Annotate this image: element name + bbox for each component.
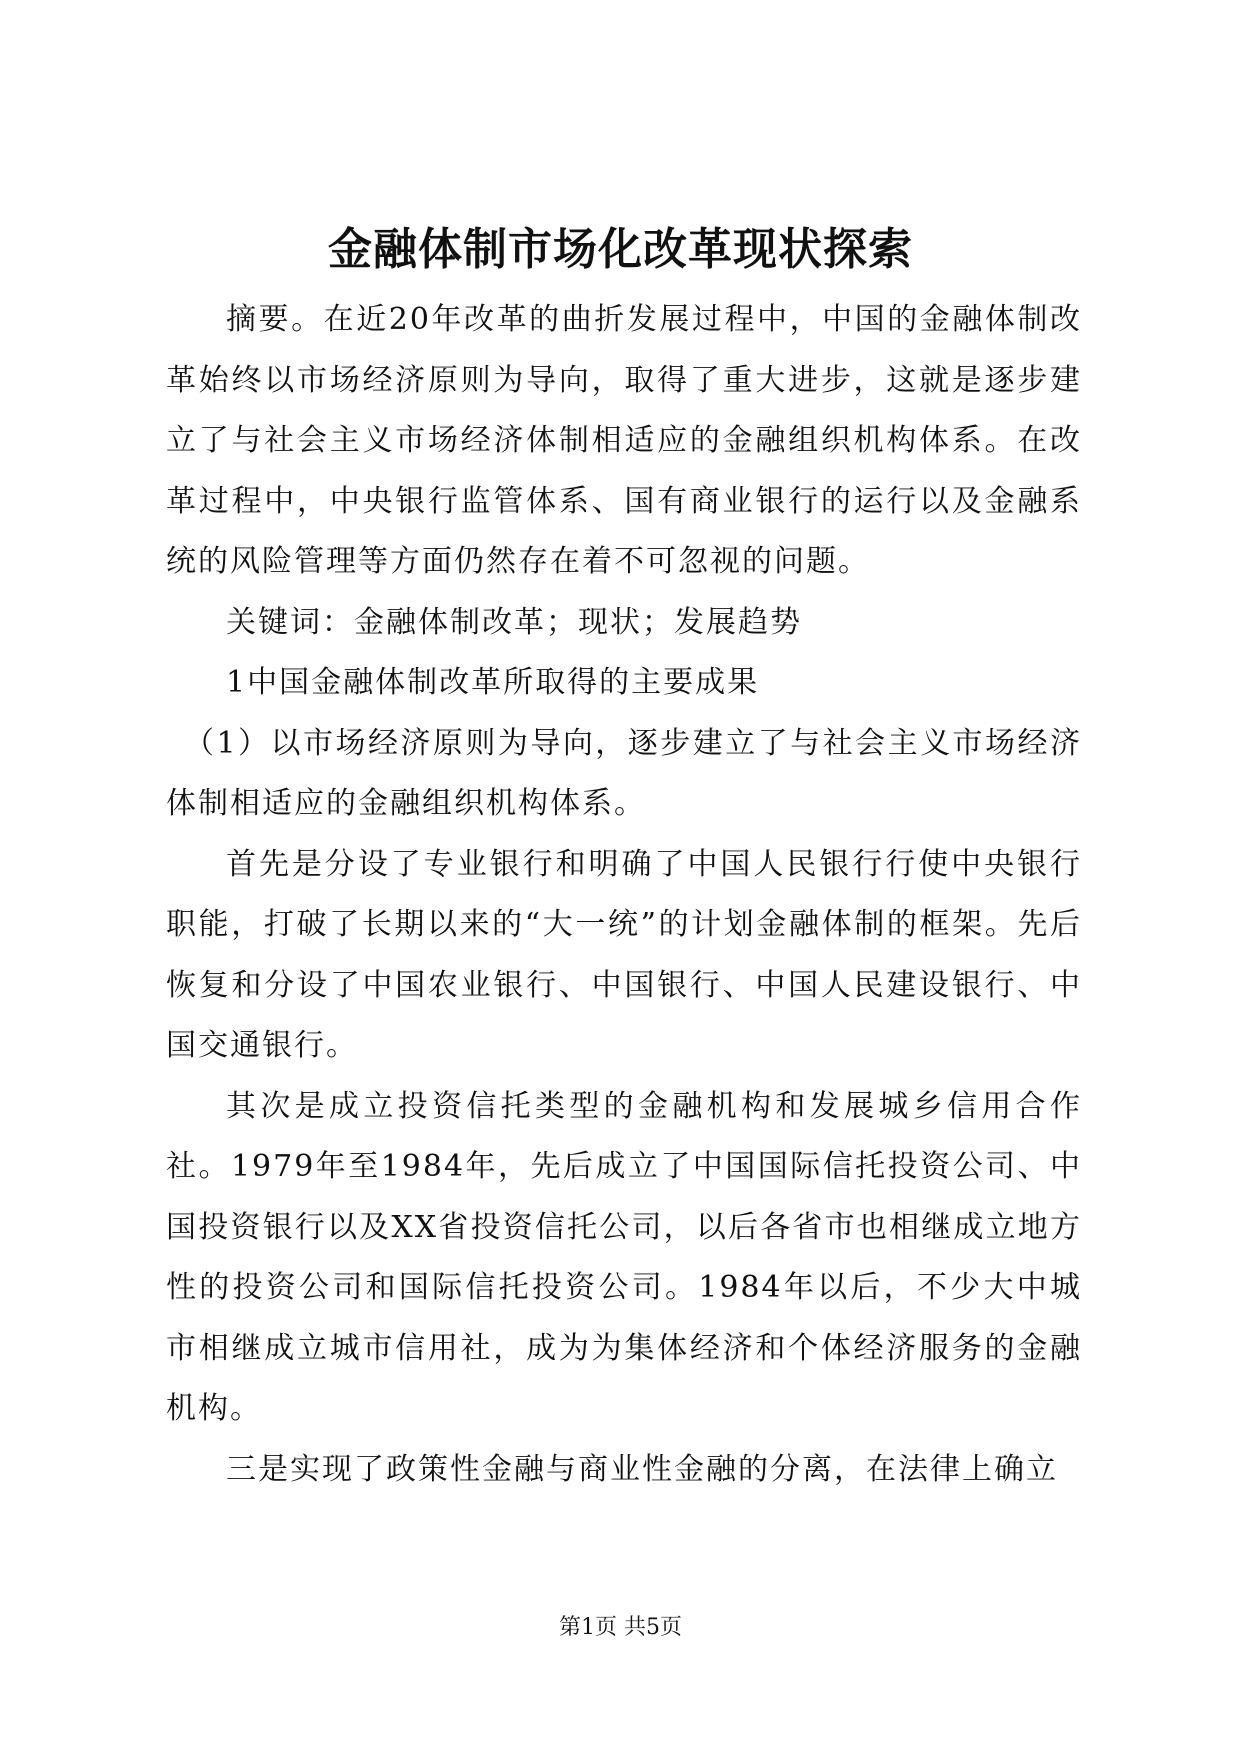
page-footer: 第1页 共5页 (559, 1615, 682, 1640)
subsection-heading: （1）以市场经济原则为导向，逐步建立了与社会主义市场经济体制相适应的金融组织机构体系。 (166, 725, 1082, 821)
keywords-paragraph: 关键词：金融体制改革；现状；发展趋势 (226, 604, 802, 640)
body-paragraph: 三是实现了政策性金融与商业性金融的分离，在法律上确立 (226, 1451, 1058, 1487)
body-paragraph: 其次是成立投资信托类型的金融机构和发展城乡信用合作社。1979年至1984年，先后成立了中国国际信托投资公司、中国投资银行以及XX省投资信托公司，以后各省市也相继成立地方性的投资公司和国际信托投资公司。1984年以后，不少大中城市相继成立城市信用社，成为为集体经济和个体经济服务的金融机构。 (166, 1088, 1082, 1426)
section-heading: 1中国金融体制改革所取得的主要成果 (226, 665, 760, 700)
body-paragraph: 首先是分设了专业银行和明确了中国人民银行行使中央银行职能，打破了长期以来的“大一统”的计划金融体制的框架。先后恢复和分设了中国农业银行、中国银行、中国人民建设银行、中国交通银行。 (166, 846, 1082, 1063)
document-body (166, 290, 1082, 1500)
document-title: 金融体制市场化改革现状探索 (328, 224, 913, 275)
abstract-paragraph: 摘要。在近20年改革的曲折发展过程中，中国的金融体制改革始终以市场经济原则为导向，取得了重大进步，这就是逐步建立了与社会主义市场经济体制相适应的金融组织机构体系。在改革过程中，中央银行监管体系、国有商业银行的运行以及金融系统的风险管理等方面仍然存在着不可忽视的问题。 (166, 302, 1082, 579)
